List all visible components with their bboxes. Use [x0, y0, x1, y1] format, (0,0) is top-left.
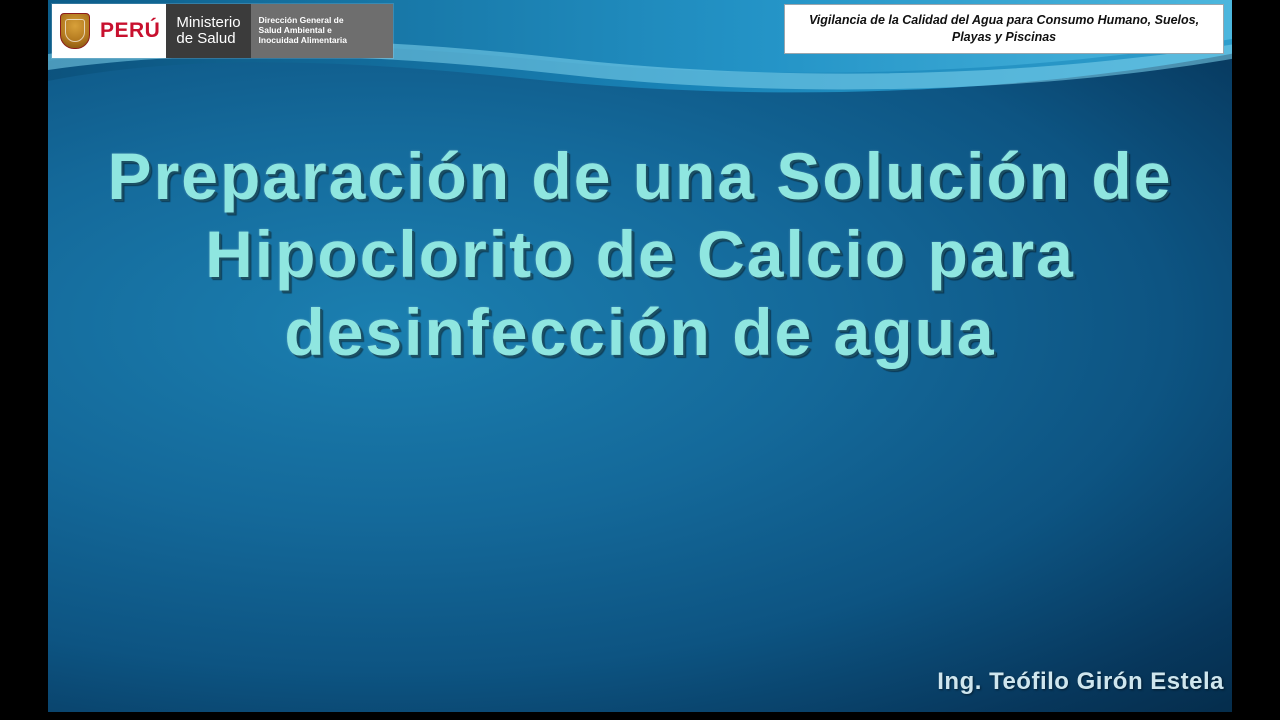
peru-coat-of-arms-icon	[52, 4, 98, 58]
dgsa-line-3: Inocuidad Alimentaria	[258, 34, 348, 45]
letterbox-left	[0, 0, 48, 720]
letterbox-right	[1232, 0, 1280, 720]
ministry-logo	[52, 4, 393, 58]
program-banner-text: Vigilancia de la Calidad del Agua para Consumo Humano, Suelos, Playas y Piscinas	[808, 13, 1200, 44]
dgsa-line-1: Dirección General de	[258, 15, 344, 26]
dgsa-block	[251, 4, 393, 58]
slide-title: Preparación de una Solución de Hipoclorito de Calcio para desinfección de agua	[107, 139, 1173, 369]
peru-label: PERÚ	[100, 19, 161, 42]
ministerio-line-2: de Salud	[176, 30, 236, 47]
peru-wordmark	[98, 4, 166, 58]
slide-author: Ing. Teófilo Girón Estela	[937, 668, 1224, 695]
letterbox-bottom	[0, 712, 1280, 720]
dgsa-line-2: Salud Ambiental e	[258, 25, 332, 36]
ministerio-line-1: Ministerio	[176, 14, 241, 32]
program-banner	[784, 4, 1224, 54]
ministerio-block	[166, 4, 250, 58]
